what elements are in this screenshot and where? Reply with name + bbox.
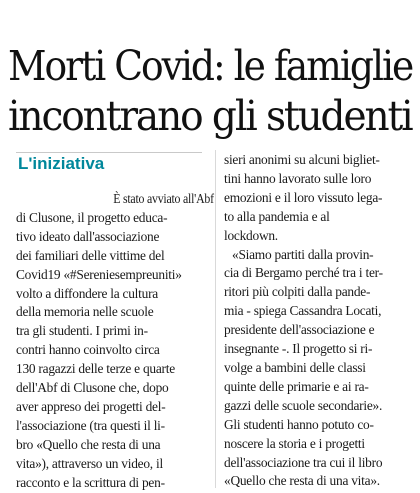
body-line: «Siamo partiti dalla provin-: [232, 246, 374, 262]
headline-line-1: Morti Covid: le famiglie: [8, 42, 413, 91]
body-line: lockdown.: [224, 227, 278, 243]
column-divider: [215, 150, 216, 488]
body-line: volge a bambini delle classi: [224, 359, 366, 375]
body-line: «Quello che resta di una vita».: [224, 473, 380, 489]
body-line: quinte delle primarie e ai ra-: [224, 378, 369, 394]
body-line: Gli studenti hanno potuto co-: [224, 416, 374, 432]
body-line: volto a diffondere la cultura: [16, 285, 158, 301]
body-line: tra gli studenti. I primi in-: [16, 323, 148, 339]
body-line: È stato avviato all'Abf: [113, 191, 214, 206]
body-line: dei familiari delle vittime del: [16, 247, 165, 263]
body-line: insegnante -. Il progetto si ri-: [224, 341, 373, 357]
headline-line-2: incontrano gli studenti: [8, 92, 412, 141]
body-line: noscere la storia e i progetti: [224, 435, 365, 451]
body-line: mia - spiega Cassandra Locati,: [224, 303, 382, 319]
body-line: l'associazione (tra questi il li-: [16, 417, 165, 433]
article-column-right: [224, 151, 418, 491]
headline: [8, 41, 412, 141]
body-line: racconto e la scrittura di pen-: [16, 474, 165, 490]
section-kicker: L'iniziativa: [18, 154, 105, 173]
body-line: di Clusone, il progetto educa-: [16, 209, 168, 225]
body-line: della memoria nelle scuole: [16, 304, 154, 320]
body-line: bro «Quello che resta di una: [16, 436, 161, 452]
body-line: tini hanno lavorato sulle loro: [224, 170, 372, 186]
body-line: Covid19 «#Sereniesempreuniti»: [16, 266, 182, 282]
body-line: vita»), attraverso un video, il: [16, 455, 163, 471]
body-line: presidente dell'associazione e: [224, 322, 375, 338]
body-line: dell'associazione tra cui il libro: [224, 454, 383, 470]
body-line: sieri anonimi su alcuni bigliet-: [224, 152, 380, 167]
body-line: to alla pandemia e al: [224, 208, 330, 224]
kicker-rule: [16, 152, 202, 153]
body-line: contri hanno coinvolto circa: [16, 342, 160, 358]
body-line: gazzi delle scuole secondarie».: [224, 397, 383, 413]
body-line: dell'Abf di Clusone che, dopo: [16, 380, 169, 396]
body-line: 130 ragazzi delle terze e quarte: [16, 361, 175, 377]
body-line: aver appreso dei progetti del-: [16, 398, 166, 414]
body-line: ritori più colpiti dalla pande-: [224, 284, 371, 300]
body-line: cia di Bergamo perché tra i ter-: [224, 265, 383, 281]
article-column-left: [16, 190, 214, 493]
body-line: tivo ideato dall'associazione: [16, 228, 160, 244]
body-line: emozioni e il loro vissuto lega-: [224, 189, 383, 205]
